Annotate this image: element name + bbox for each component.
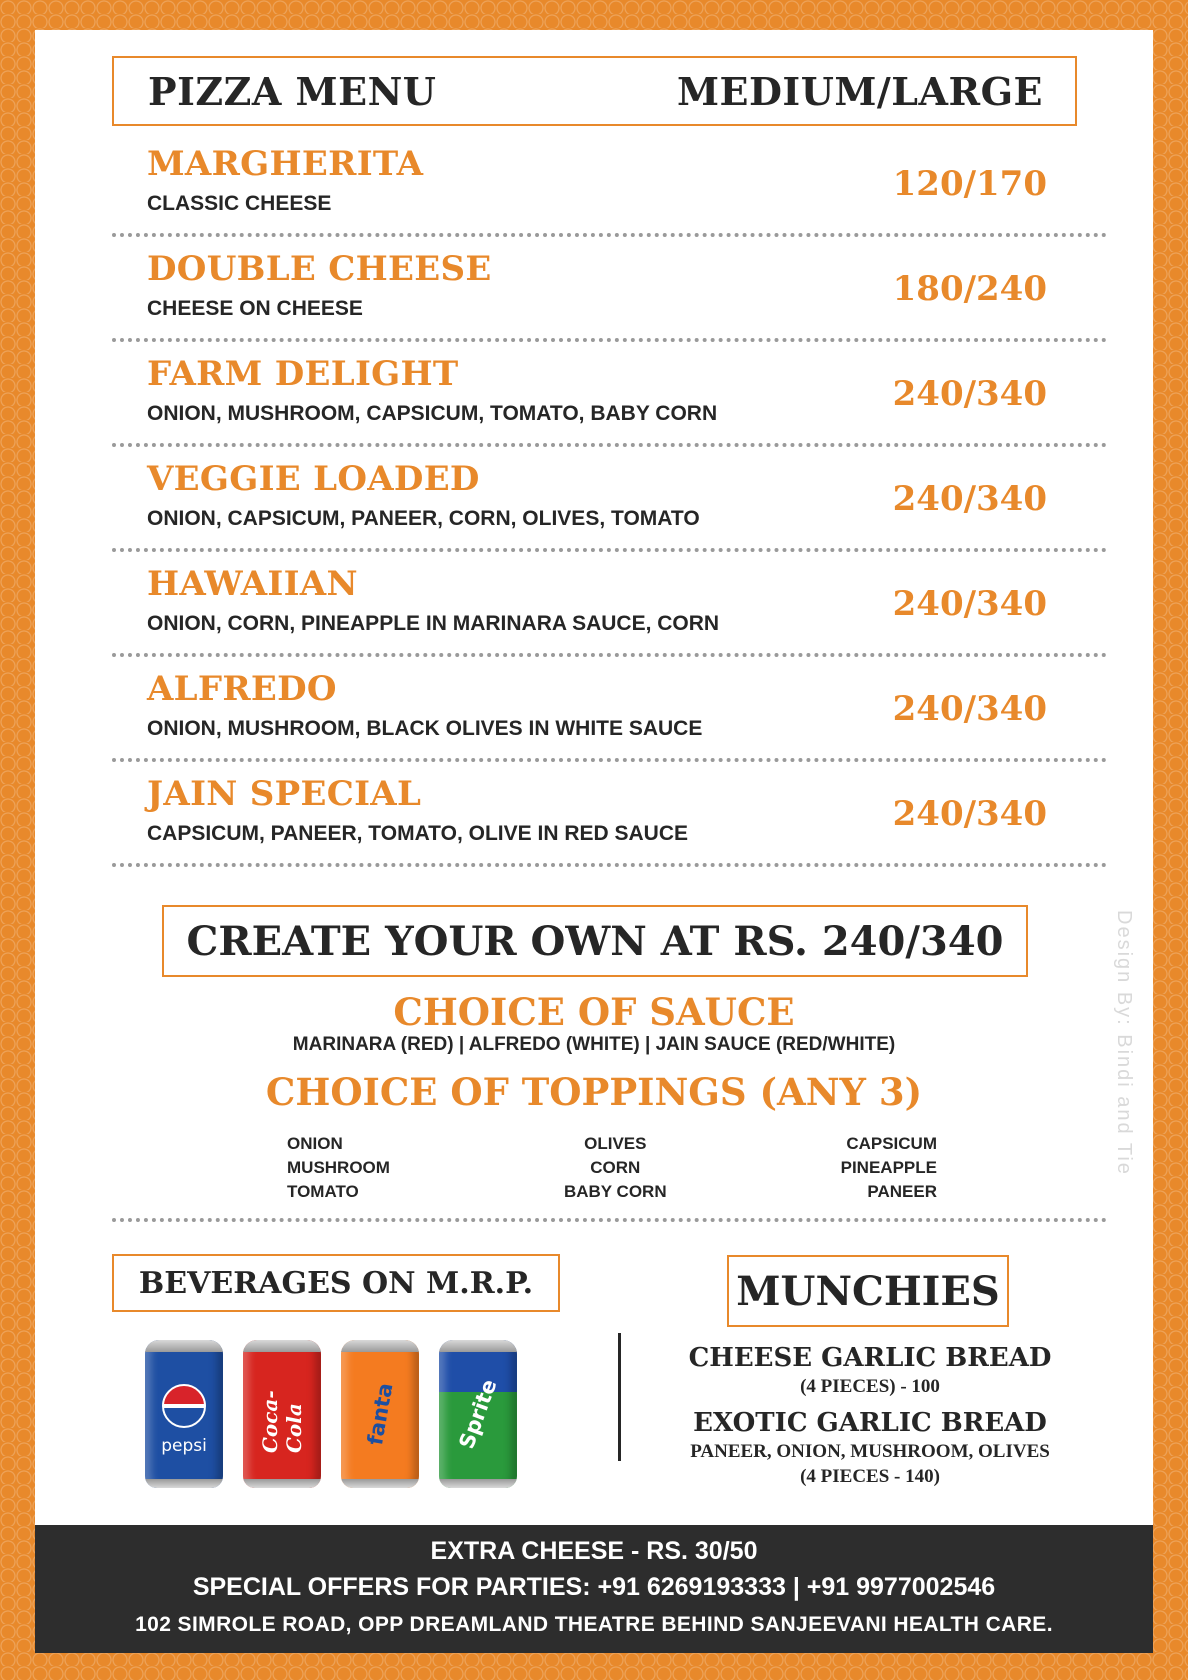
menu-header	[112, 56, 1077, 126]
munchies-box	[727, 1255, 1009, 1327]
munchies-title: MUNCHIES	[736, 1267, 1000, 1315]
pizza-name: MARGHERITA	[147, 144, 424, 184]
create-your-own-box	[162, 905, 1028, 977]
beverages-title: BEVERAGES ON M.R.P.	[138, 1265, 534, 1301]
sauce-options: MARINARA (RED) | ALFREDO (WHITE) | JAIN SAUCE (RED/WHITE)	[292, 1034, 896, 1055]
address: 102 SIMROLE ROAD, OPP DREAMLAND THEATRE BEHIND SANJEEVANI HEALTH CARE.	[135, 1613, 1053, 1636]
beverages-box	[112, 1254, 560, 1312]
pizza-price: 240/340	[892, 584, 1047, 624]
sauce-heading: CHOICE OF SAUCE	[393, 990, 795, 1034]
can-brand: Coca-Cola	[258, 1390, 306, 1453]
pizza-description: ONION, CAPSICUM, PANEER, CORN, OLIVES, TOMATO	[147, 507, 700, 530]
toppings-column-left	[287, 1132, 390, 1204]
pizza-price: 240/340	[892, 374, 1047, 414]
beverage-cans	[145, 1340, 517, 1488]
menu-item	[112, 132, 1107, 237]
sprite-can-icon	[439, 1340, 517, 1488]
munchie-name: CHEESE GARLIC BREAD	[688, 1343, 1052, 1373]
pizza-name: ALFREDO	[147, 669, 337, 709]
pizza-name: DOUBLE CHEESE	[147, 249, 492, 289]
topping-item: OLIVES	[584, 1134, 647, 1153]
party-offers-contact: SPECIAL OFFERS FOR PARTIES: +91 6269193333 | +91 9977002546	[192, 1573, 996, 1601]
menu-item	[112, 657, 1107, 762]
designer-watermark: Design By: Bindi and Tie	[1113, 910, 1135, 1176]
fanta-can-icon	[341, 1340, 419, 1488]
munchie-detail: PANEER, ONION, MUSHROOM, OLIVES	[690, 1441, 1050, 1462]
munchie-name: EXOTIC GARLIC BREAD	[693, 1408, 1047, 1438]
section-divider	[112, 1218, 1107, 1222]
topping-item: CAPSICUM	[846, 1134, 937, 1153]
menu-item	[112, 762, 1107, 867]
menu-title: PIZZA MENU	[148, 68, 437, 114]
coca-cola-can-icon	[243, 1340, 321, 1488]
topping-item: ONION	[287, 1134, 343, 1153]
topping-item: BABY CORN	[563, 1182, 667, 1201]
pizza-name: JAIN SPECIAL	[147, 774, 422, 814]
can-brand: fanta	[362, 1381, 398, 1447]
can-brand: Sprite	[454, 1376, 502, 1452]
pizza-description: ONION, MUSHROOM, CAPSICUM, TOMATO, BABY CORN	[147, 402, 718, 425]
topping-item: PANEER	[867, 1182, 937, 1201]
pizza-description: CHEESE ON CHEESE	[147, 297, 363, 320]
topping-item: PINEAPPLE	[840, 1158, 937, 1177]
menu-sheet	[35, 30, 1153, 1525]
pizza-price: 120/170	[892, 164, 1047, 204]
topping-item: MUSHROOM	[287, 1158, 390, 1177]
toppings-column-right	[841, 1132, 937, 1204]
munchie-detail: (4 PIECES) - 100	[800, 1376, 940, 1397]
pizza-price: 240/340	[892, 479, 1047, 519]
size-label: MEDIUM/LARGE	[676, 68, 1043, 114]
pizza-name: HAWAIIAN	[147, 564, 358, 604]
pizza-price: 240/340	[892, 794, 1047, 834]
pizza-description: CAPSICUM, PANEER, TOMATO, OLIVE IN RED SAUCE	[147, 822, 688, 845]
munchie-detail: (4 PIECES - 140)	[800, 1466, 940, 1487]
create-your-own-title: CREATE YOUR OWN AT RS. 240/340	[186, 917, 1004, 965]
menu-item	[112, 552, 1107, 657]
topping-item: TOMATO	[287, 1182, 359, 1201]
toppings-column-middle	[564, 1132, 667, 1204]
can-brand: pepsi	[161, 1436, 207, 1456]
pizza-description: ONION, MUSHROOM, BLACK OLIVES IN WHITE SAUCE	[147, 717, 703, 740]
pizza-description: CLASSIC CHEESE	[147, 192, 332, 215]
footer-bar	[35, 1525, 1153, 1653]
pizza-price: 180/240	[892, 269, 1047, 309]
menu-item	[112, 237, 1107, 342]
pizza-description: ONION, CORN, PINEAPPLE IN MARINARA SAUCE, CORN	[147, 612, 720, 635]
pizza-price: 240/340	[892, 689, 1047, 729]
pizza-name: VEGGIE LOADED	[147, 459, 480, 499]
pepsi-can-icon	[145, 1340, 223, 1488]
extra-cheese-note: EXTRA CHEESE - RS. 30/50	[430, 1537, 758, 1565]
vertical-divider	[618, 1333, 621, 1461]
toppings-heading: CHOICE OF TOPPINGS (ANY 3)	[265, 1070, 923, 1114]
pizza-name: FARM DELIGHT	[147, 354, 459, 394]
topping-item: CORN	[590, 1158, 641, 1177]
menu-item	[112, 342, 1107, 447]
toppings-grid	[287, 1132, 937, 1204]
munchies-list	[650, 1342, 1090, 1489]
menu-item	[112, 447, 1107, 552]
pizza-list	[112, 132, 1107, 867]
pepsi-globe-icon	[162, 1384, 206, 1428]
